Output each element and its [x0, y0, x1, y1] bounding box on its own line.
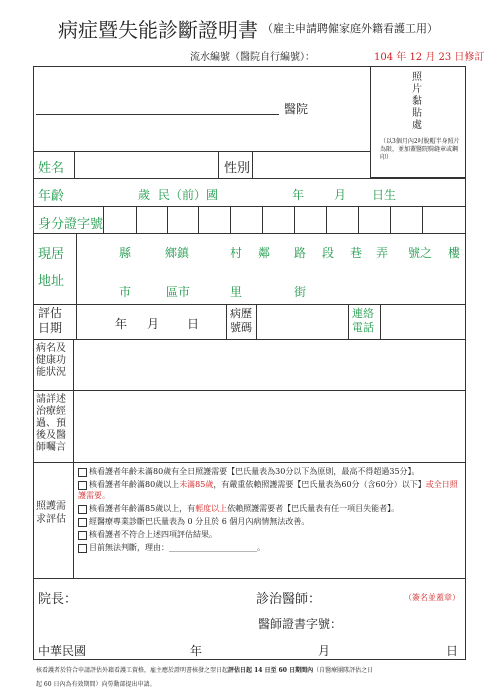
col-line: [103, 206, 104, 233]
row-line: [33, 304, 466, 305]
age-unit: 歲: [138, 188, 151, 202]
criteria-text: ，有嚴重依賴照護需要【巴氏量表為60分（含60分）以下】: [213, 480, 426, 489]
doctor-label: 診治醫師：: [256, 592, 322, 607]
birth-day: 日生: [372, 188, 397, 202]
addr-alley: 弄: [376, 246, 389, 260]
col-line: [326, 206, 327, 233]
col-line: [422, 206, 423, 233]
birth-month: 月: [334, 188, 347, 202]
addr-village: 村: [230, 246, 243, 260]
col-line: [230, 206, 231, 233]
addr-county: 縣: [119, 246, 132, 260]
birth-era: 民（前）國: [158, 188, 219, 202]
hospital-name-line: [36, 114, 279, 115]
director-label: 院長：: [38, 592, 78, 607]
reason-blank[interactable]: ______________________。: [169, 543, 265, 552]
name-label: 姓名: [38, 161, 65, 176]
criteria-text: 核看護者年齡滿85歲以上，有: [89, 504, 196, 513]
criteria-text-red: 或全日照護需要。: [78, 480, 458, 500]
checkbox-icon[interactable]: [78, 518, 87, 527]
checkbox-icon[interactable]: [78, 505, 87, 514]
criteria-text-red: 輕度以上: [195, 504, 228, 513]
criteria-text: 依賴照護需要者【巴氏量表有任一項目失能者】。: [227, 504, 400, 513]
checkbox-icon[interactable]: [78, 531, 87, 540]
col-line: [256, 304, 257, 339]
addr-floor: 樓: [448, 246, 461, 260]
footer-text: 核看護者於符合申請評估外籍看護工資格，雇主應於證明書核發之翌日起: [36, 667, 229, 674]
addr-road: 路: [294, 246, 307, 260]
serial-label: 流水編號（醫院自行編號）：: [190, 52, 315, 63]
footer-text-bold: 評估日起 14 日至 60 日期間內: [228, 667, 314, 674]
hospital-suffix: 醫院: [284, 102, 309, 116]
addr-township: 鄉鎮: [165, 246, 190, 260]
col-line: [294, 206, 295, 233]
addr-li: 里: [230, 285, 243, 299]
criteria-text: 核看護者年齡未滿80歲有全日照護需要【巴氏量表為30分以下為原則，最高不得超過35分】。: [89, 467, 420, 476]
criteria-text: 經醫療專業診斷巴氏量表為 0 分且於 6 個月內病情無法改善。: [89, 517, 310, 526]
date-year: 年: [190, 644, 203, 658]
license-label: 醫師證書字號：: [258, 617, 343, 631]
eval-year: 年: [115, 317, 128, 331]
row-line: [33, 462, 466, 463]
addr-neighborhood: 鄰: [258, 246, 271, 260]
criteria-item[interactable]: [78, 466, 462, 477]
history-label: 請詳述治療經過、預後及醫師囑言: [36, 394, 66, 453]
row-line: [33, 233, 466, 234]
revision-date: 104 年 12 月 23 日修訂: [374, 52, 485, 63]
criteria-text: 核看護者年齡滿80歲以上: [89, 480, 180, 489]
criteria-item[interactable]: [78, 516, 462, 527]
date-era: 中華民國: [38, 644, 87, 658]
col-line: [74, 151, 75, 178]
col-line: [218, 151, 219, 178]
row-line: [33, 339, 466, 340]
col-line: [252, 151, 253, 178]
eval-day: 日: [187, 317, 200, 331]
address-label-2: 地址: [38, 274, 65, 289]
checkbox-icon[interactable]: [78, 468, 87, 477]
criteria-item[interactable]: [78, 529, 462, 540]
col-line: [76, 304, 77, 339]
care-need-label: 照護需求評估: [36, 501, 66, 525]
eval-date-label: 評估日期: [38, 306, 63, 335]
col-line: [358, 206, 359, 233]
col-line: [73, 339, 74, 578]
row-line: [33, 178, 466, 179]
criteria-text: 目前無法判斷，理由：: [89, 543, 169, 552]
sex-label: 性別: [224, 161, 251, 176]
criteria-text-red: 未滿85歲: [179, 480, 214, 489]
footer-line-1: [36, 665, 373, 674]
sex-value[interactable]: [254, 151, 370, 178]
criteria-item[interactable]: [78, 503, 462, 514]
addr-lane: 巷: [350, 246, 363, 260]
document-title: 病症暨失能診斷證明書: [58, 18, 258, 42]
col-line: [348, 304, 349, 339]
checkbox-icon[interactable]: [78, 481, 87, 490]
col-line: [226, 304, 227, 339]
photo-note: （以3個月內2吋脫帽半身照片為限，並加蓋醫院騎縫章或鋼印）: [380, 138, 460, 161]
addr-district: 區市: [166, 285, 191, 299]
birth-year: 年: [292, 188, 305, 202]
row-line: [33, 390, 466, 391]
checkbox-icon[interactable]: [78, 544, 87, 553]
date-month: 月: [318, 644, 331, 658]
col-line: [390, 206, 391, 233]
record-label: 病歷號碼: [230, 307, 252, 334]
eval-month: 月: [147, 317, 160, 331]
col-line: [262, 206, 263, 233]
criteria-item[interactable]: [78, 542, 462, 553]
footer-text: （自醫療團隊評估之日: [313, 667, 374, 674]
address-label-1: 現居: [38, 247, 65, 262]
document-subtitle: （雇主申請聘僱家庭外籍看護工用）: [262, 22, 438, 35]
doctor-note: （簽名並蓋章）: [404, 593, 460, 602]
col-line: [167, 206, 168, 233]
id-label: 身分證字號: [38, 217, 104, 232]
col-line: [198, 206, 199, 233]
addr-number: 號之: [408, 246, 433, 260]
addr-street: 街: [294, 285, 307, 299]
criteria-item[interactable]: [78, 479, 462, 501]
addr-section: 段: [322, 246, 335, 260]
contact-label: 連絡電話: [352, 307, 374, 334]
col-line: [380, 304, 381, 339]
photo-title: 照片黏貼處: [412, 72, 422, 131]
criteria-text: 核看護者不符合上述四項評估結果。: [89, 530, 217, 539]
diagnosis-label: 病名及健康功能狀況: [36, 343, 66, 378]
col-line: [136, 206, 137, 233]
criteria-list: [78, 466, 462, 553]
date-day: 日: [446, 644, 459, 658]
footer-line-2: 起 60 日內為有效期間）向勞動部提出申請。: [36, 681, 156, 688]
age-label: 年齡: [38, 189, 65, 204]
addr-city: 市: [119, 285, 132, 299]
row-line: [33, 578, 466, 579]
col-line: [76, 233, 77, 304]
row-line: [33, 206, 466, 207]
